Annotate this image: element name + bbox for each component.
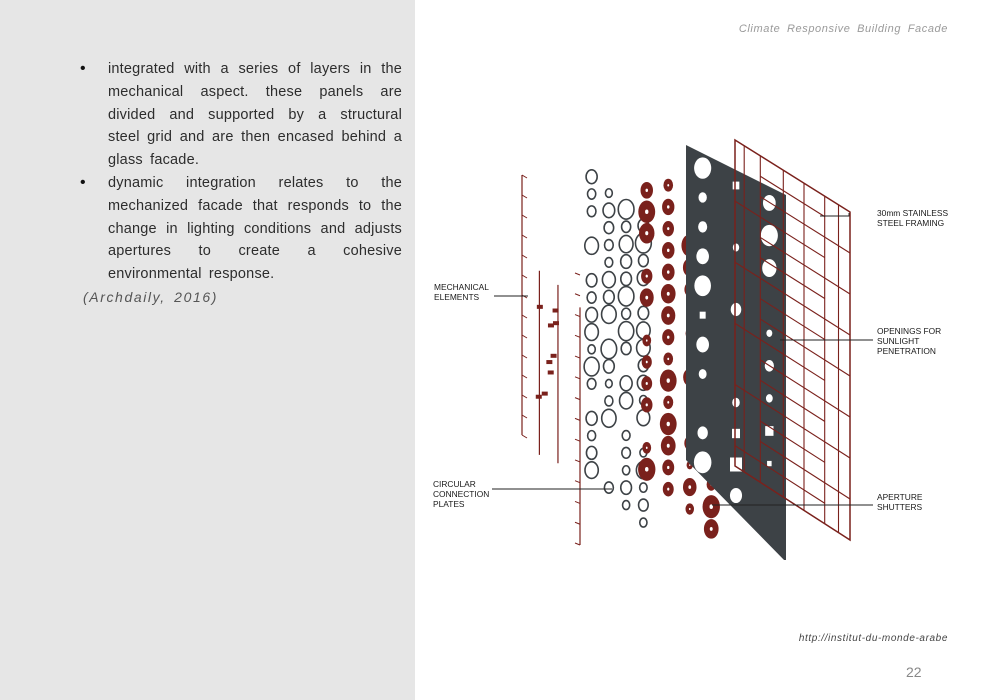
connection-plate-ring — [618, 322, 633, 341]
shutter-center-hole — [646, 382, 648, 385]
circular-opening — [694, 275, 711, 296]
connection-plate-ring — [601, 339, 617, 358]
bullet-line: apertures to create a cohesive — [108, 243, 402, 260]
shutter-center-hole — [646, 275, 648, 278]
connection-plate-ring — [623, 501, 630, 510]
label-sunlight-openings: OPENINGS FOR SUNLIGHT PENETRATION — [877, 326, 942, 356]
connection-plate-ring — [604, 290, 615, 303]
mechanical-hook — [575, 522, 580, 524]
shutter-center-hole — [646, 189, 648, 192]
label-steel-framing: 30mm STAINLESS STEEL FRAMING — [877, 208, 949, 228]
shutter-center-hole — [646, 361, 648, 364]
shutter-center-hole — [645, 210, 648, 215]
connection-plate-ring — [621, 272, 632, 285]
mechanical-hook — [522, 435, 527, 438]
connection-plate-ring — [584, 357, 599, 376]
mechanical-hook — [575, 356, 580, 358]
connection-plate-ring — [588, 345, 595, 354]
shutter-center-hole — [646, 447, 648, 449]
shutter-center-hole — [667, 184, 669, 187]
circular-opening — [766, 394, 773, 403]
shutter-center-hole — [689, 508, 691, 510]
connection-plate-ring — [587, 378, 596, 389]
connection-plate-ring — [605, 189, 612, 198]
shutter-center-hole — [667, 378, 670, 382]
mechanical-hook — [575, 543, 580, 545]
mechanical-hook — [575, 501, 580, 503]
circular-opening — [699, 369, 707, 379]
circular-opening — [730, 488, 742, 503]
mechanical-hook — [522, 195, 527, 198]
connection-plate-ring — [585, 237, 599, 254]
shutter-center-hole — [710, 527, 713, 531]
bullet-line: change in lighting conditions and adjusts — [108, 220, 402, 237]
shutter-center-hole — [667, 227, 669, 230]
shutter-center-hole — [667, 292, 670, 296]
connection-plate-ring — [586, 307, 598, 322]
connection-plate-ring — [622, 431, 630, 441]
shutter-center-hole — [667, 466, 669, 469]
circular-opening — [766, 330, 772, 337]
connection-plate-ring — [604, 482, 613, 493]
connection-plate-ring — [621, 255, 632, 269]
square-opening — [765, 426, 773, 436]
circular-opening — [698, 221, 707, 232]
connection-plate-ring — [638, 306, 649, 319]
mechanical-hook — [522, 215, 527, 218]
mechanical-hook — [522, 295, 527, 298]
circular-opening — [731, 303, 742, 316]
mechanical-hook — [575, 377, 580, 379]
connection-plate-ring — [585, 324, 598, 341]
shutter-center-hole — [667, 270, 670, 273]
connection-plate-ring — [622, 308, 631, 319]
label-aperture-shutters: APERTURE SHUTTERS — [877, 492, 923, 512]
shutter-center-hole — [688, 485, 691, 489]
exploded-facade-diagram — [415, 130, 975, 560]
connection-plate-ring — [618, 200, 634, 220]
mechanical-hook — [522, 355, 527, 358]
shutter-center-hole — [645, 231, 648, 235]
circular-opening — [696, 337, 709, 353]
mechanical-hook — [575, 315, 580, 317]
circular-opening — [694, 451, 712, 473]
mechanical-hook — [522, 175, 527, 178]
connection-plate-ring — [604, 222, 614, 234]
connection-plate-ring — [603, 360, 614, 373]
connection-plate-ring — [606, 379, 613, 387]
bullet-line: mechanized facade that responds to the — [108, 197, 402, 214]
shutter-center-hole — [689, 464, 690, 466]
connection-plate-ring — [588, 189, 596, 199]
shutter-center-hole — [667, 249, 670, 252]
connection-plate-ring — [586, 446, 596, 459]
mechanical-hook — [522, 255, 527, 258]
mechanical-hook — [522, 235, 527, 238]
square-opening — [700, 312, 706, 319]
mechanical-hook — [575, 335, 580, 337]
connection-plate-ring — [621, 481, 632, 494]
connection-plate-ring — [605, 240, 614, 251]
shutter-center-hole — [667, 488, 669, 491]
shutter-center-hole — [646, 339, 648, 341]
mechanical-bracket — [553, 321, 559, 325]
mechanical-hook — [575, 460, 580, 462]
sunlight-openings-panel — [686, 145, 786, 560]
mechanical-hook — [575, 418, 580, 420]
circular-opening — [694, 157, 711, 178]
shutter-center-hole — [667, 314, 670, 318]
bullet-item — [80, 172, 402, 286]
connection-plate-ring — [585, 462, 598, 479]
square-opening — [733, 182, 740, 190]
circular-opening — [696, 248, 709, 264]
mechanical-hook — [522, 395, 527, 398]
connection-plate-ring — [620, 376, 632, 391]
shutter-center-hole — [667, 422, 670, 426]
circular-opening — [732, 398, 740, 407]
connection-plate-ring — [586, 170, 597, 184]
connection-plate-ring — [640, 518, 647, 527]
bullet-line: dynamic integration relates to the — [108, 174, 402, 191]
connection-plate-ring — [602, 272, 615, 288]
shutter-center-hole — [646, 403, 648, 406]
connection-plate-ring — [638, 254, 648, 266]
mechanical-hook — [575, 398, 580, 400]
bullet-list — [80, 58, 402, 286]
circular-opening — [762, 259, 776, 277]
shutter-center-hole — [667, 336, 669, 339]
connection-plate-ring — [620, 392, 633, 408]
connection-plate-ring — [622, 221, 631, 232]
label-mechanical-elements: MECHANICAL ELEMENTS — [434, 282, 489, 302]
mechanical-bracket — [548, 370, 554, 374]
bullet-line: divided and supported by a structural steel — [108, 106, 402, 146]
connection-plate-ring — [618, 287, 634, 306]
mechanical-bracket — [546, 360, 552, 364]
connection-plate-ring — [603, 203, 615, 218]
circular-opening — [733, 244, 739, 252]
mechanical-bracket — [537, 305, 543, 309]
shutter-center-hole — [667, 444, 670, 448]
mechanical-hook — [522, 315, 527, 318]
mechanical-hook — [575, 439, 580, 441]
mechanical-bracket — [536, 395, 542, 399]
connection-plate-ring — [602, 305, 617, 323]
shutter-center-hole — [667, 358, 669, 361]
mechanical-hook — [522, 335, 527, 338]
connection-plate-ring — [640, 483, 647, 492]
connection-plate-ring — [639, 499, 649, 511]
square-opening — [732, 429, 740, 438]
label-circular-connection-plates: CIRCULAR CONNECTION PLATES — [433, 479, 490, 509]
connection-plate-ring — [586, 274, 597, 287]
mechanical-bracket — [551, 354, 557, 358]
bullet-line: environmental response. — [108, 266, 275, 283]
mechanical-hook — [522, 375, 527, 378]
connection-plate-ring — [587, 292, 596, 303]
connection-plate-ring — [587, 206, 596, 217]
mechanical-bracket — [553, 309, 559, 313]
connection-plate-ring — [622, 447, 631, 458]
square-opening — [767, 461, 772, 466]
mechanical-hook — [575, 294, 580, 296]
shutter-center-hole — [667, 205, 669, 208]
bullet-line: mechanical aspect. these panels are — [108, 83, 402, 100]
shutter-center-hole — [645, 296, 648, 300]
mechanical-hook — [575, 273, 580, 275]
connection-plate-ring — [588, 431, 596, 441]
connection-plate-ring — [605, 396, 613, 406]
mechanical-bracket — [542, 392, 548, 396]
mechanical-hook — [522, 415, 527, 418]
page-number: 22 — [906, 664, 922, 680]
shutter-center-hole — [667, 401, 669, 404]
bullet-line: integrated with a series of layers in the — [108, 61, 402, 77]
mechanical-hook — [575, 481, 580, 483]
connection-plate-ring — [623, 466, 630, 475]
connection-plate-ring — [586, 411, 597, 425]
connection-plate-ring — [619, 235, 633, 252]
bullet-icon: • — [80, 173, 86, 191]
bullet-line: grid and are then encased behind a glass — [108, 129, 402, 169]
circular-opening — [698, 192, 706, 202]
connection-plate-ring — [605, 258, 613, 268]
document-title: Climate Responsive Building Facade — [738, 23, 948, 35]
shutter-center-hole — [645, 467, 648, 472]
bullet-line: facade. — [150, 152, 200, 169]
connection-plate-ring — [621, 342, 631, 354]
source-link[interactable]: http://institut-du-monde-arabe — [798, 633, 948, 644]
circular-opening — [697, 426, 707, 439]
mechanical-hook — [522, 275, 527, 278]
bullet-item — [80, 58, 402, 172]
connection-plate-ring — [602, 409, 616, 427]
mechanical-elements-layer — [522, 175, 580, 545]
citation: (Archdaily, 2016) — [83, 289, 218, 305]
bullet-icon: • — [80, 60, 86, 77]
